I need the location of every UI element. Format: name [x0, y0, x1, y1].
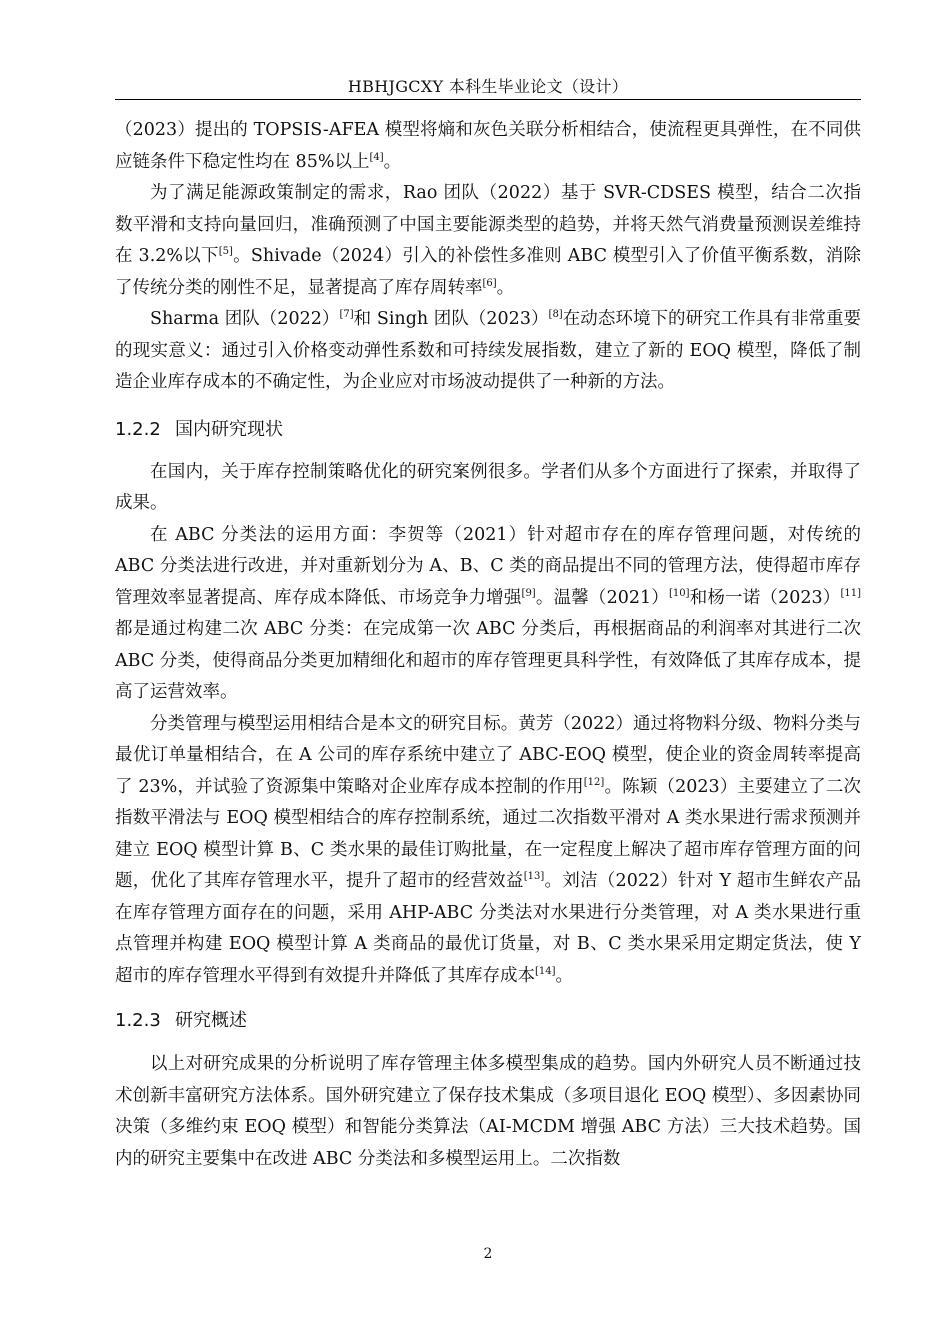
header-rule — [115, 99, 861, 100]
citation: [14] — [535, 965, 556, 977]
citation: [9] — [521, 587, 536, 599]
citation: [6] — [482, 277, 497, 289]
citation: [7] — [339, 309, 354, 320]
paragraph-classification-models — [115, 709, 861, 993]
citation: [12] — [583, 776, 605, 788]
paragraph-text: 和杨一诺（2023） — [689, 587, 841, 608]
paragraph-text: 。刘洁（2022）针对 Y 超市生鲜农产品在库存管理方面存在的问题，采用 AHP-ABC 分类法对水果进行分类管理，对 A 类水果进行重点管理并构建 EOQ 模型计算 A 类商品的最优订货量，对 B、C 类水果采用定期定货法，使 Y 超市的库存管理水平得到有效提升并降低了其库存成本 — [115, 871, 862, 986]
running-header: HBHJGCXY 本科生毕业论文（设计） — [347, 77, 629, 96]
paragraph-text: 在国内，关于库存控制策略优化的研究案例很多。学者们从多个方面进行了探索，并取得了成果。 — [115, 461, 861, 513]
paragraph-text: 。陈颖（2023）主要建立了二次指数平滑法与 EOQ 模型相结合的库存控制系统，通过二次指数平滑对 A 类水果进行需求预测并建立 EOQ 模型计算 B、C 类水果的最佳订购批量，在一定程度上解决了超市库存管理方面的问题，优化了其库存管理水平，提升了超市的经营效益 — [115, 776, 861, 891]
section-heading-1-2-2 — [115, 415, 861, 445]
paragraph-text: 都是通过构建二次 ABC 分类：在完成第一次 ABC 分类后，再根据商品的利润率对其进行二次 ABC 分类，使得商品分类更加精细化和超市的库存管理更具科学性，有效降低了其库存成本，提高了运营效率。 — [115, 619, 861, 702]
section-title: 研究概述 — [175, 1010, 247, 1031]
page-number: 2 — [483, 1246, 493, 1262]
paragraph-text: 为了满足能源政策制定的需求，Rao 团队（2022）基于 SVR-CDSES 模型，结合二次指数平滑和支持向量回归，准确预测了中国主要能源类型的趋势，并将天然气消费量预测误差维持在 3.2%以下 — [115, 183, 861, 266]
citation: [13] — [523, 871, 545, 882]
paragraph-text: 在 ABC 分类法的运用方面：李贺等（2021）针对超市存在的库存管理问题，对传统的 ABC 分类法进行改进，并对重新划分为 A、B、C 类的商品提出不同的管理方法，使得超市库存管理效率显著提高、库存成本降低、市场竞争力增强 — [115, 524, 861, 608]
page-body — [115, 115, 861, 1175]
paragraph-domestic-intro — [115, 457, 861, 520]
paragraph-text: 和 Singh 团队（2023） — [353, 309, 549, 329]
section-number: 1.2.3 — [115, 1010, 161, 1031]
paragraph-text: 。Shivade（2024）引入的补偿性多准则 ABC 模型引入了价值平衡系数，消除了传统分类的刚性不足，显著提高了库存周转率 — [115, 246, 861, 298]
paragraph-energy-policy — [115, 178, 861, 304]
paragraph-overview — [115, 1049, 861, 1175]
paragraph-abc-classification — [115, 520, 861, 709]
paragraph-eoq-dynamic — [115, 304, 861, 399]
citation: [4] — [369, 151, 384, 163]
paragraph-text: 。 — [555, 965, 574, 986]
paragraph-text: 。 — [496, 277, 515, 298]
paragraph-text: 在动态环境下的研究工作具有非常重要的现实意义：通过引入价格变动弹性系数和可持续发展指数，建立了新的 EOQ 模型，降低了制造企业库存成本的不确定性，为企业应对市场波动提供了一种新的方法。 — [115, 309, 861, 392]
section-number: 1.2.2 — [115, 418, 161, 440]
citation: [11] — [840, 587, 861, 599]
paragraph-text: Sharma 团队（2022） — [150, 309, 340, 329]
citation: [8] — [548, 309, 563, 320]
paragraph-text: 分类管理与模型运用相结合是本文的研究目标。黄芳（2022）通过将物料分级、物料分类与最优订单量相结合，在 A 公司的库存系统中建立了 ABC-EOQ 模型，使企业的资金周转率提高了 23%，并试验了资源集中策略对企业库存成本控制的作用 — [115, 713, 861, 797]
paragraph-text: 。 — [383, 151, 402, 172]
paragraph-text: 以上对研究成果的分析说明了库存管理主体多模型集成的趋势。国内外研究人员不断通过技术创新丰富研究方法体系。国外研究建立了保存技术集成（多项目退化 EOQ 模型）、多因素协同决策（多维约束 EOQ 模型）和智能分类算法（AI-MCDM 增强 ABC 方法）三大技术趋势。国内的研究主要集中在改进 ABC 分类法和多模型运用上。二次指数 — [115, 1054, 861, 1169]
paragraph-topsis — [115, 115, 861, 178]
citation: [5] — [218, 246, 233, 257]
section-title: 国内研究现状 — [175, 418, 283, 440]
paragraph-text: 。温馨（2021） — [535, 587, 669, 608]
paragraph-text: （2023）提出的 TOPSIS-AFEA 模型将熵和灰色关联分析相结合，使流程更具弹性，在不同供应链条件下稳定性均在 85%以上 — [115, 120, 861, 172]
citation: [10] — [668, 587, 690, 599]
section-heading-1-2-3 — [115, 1006, 861, 1036]
